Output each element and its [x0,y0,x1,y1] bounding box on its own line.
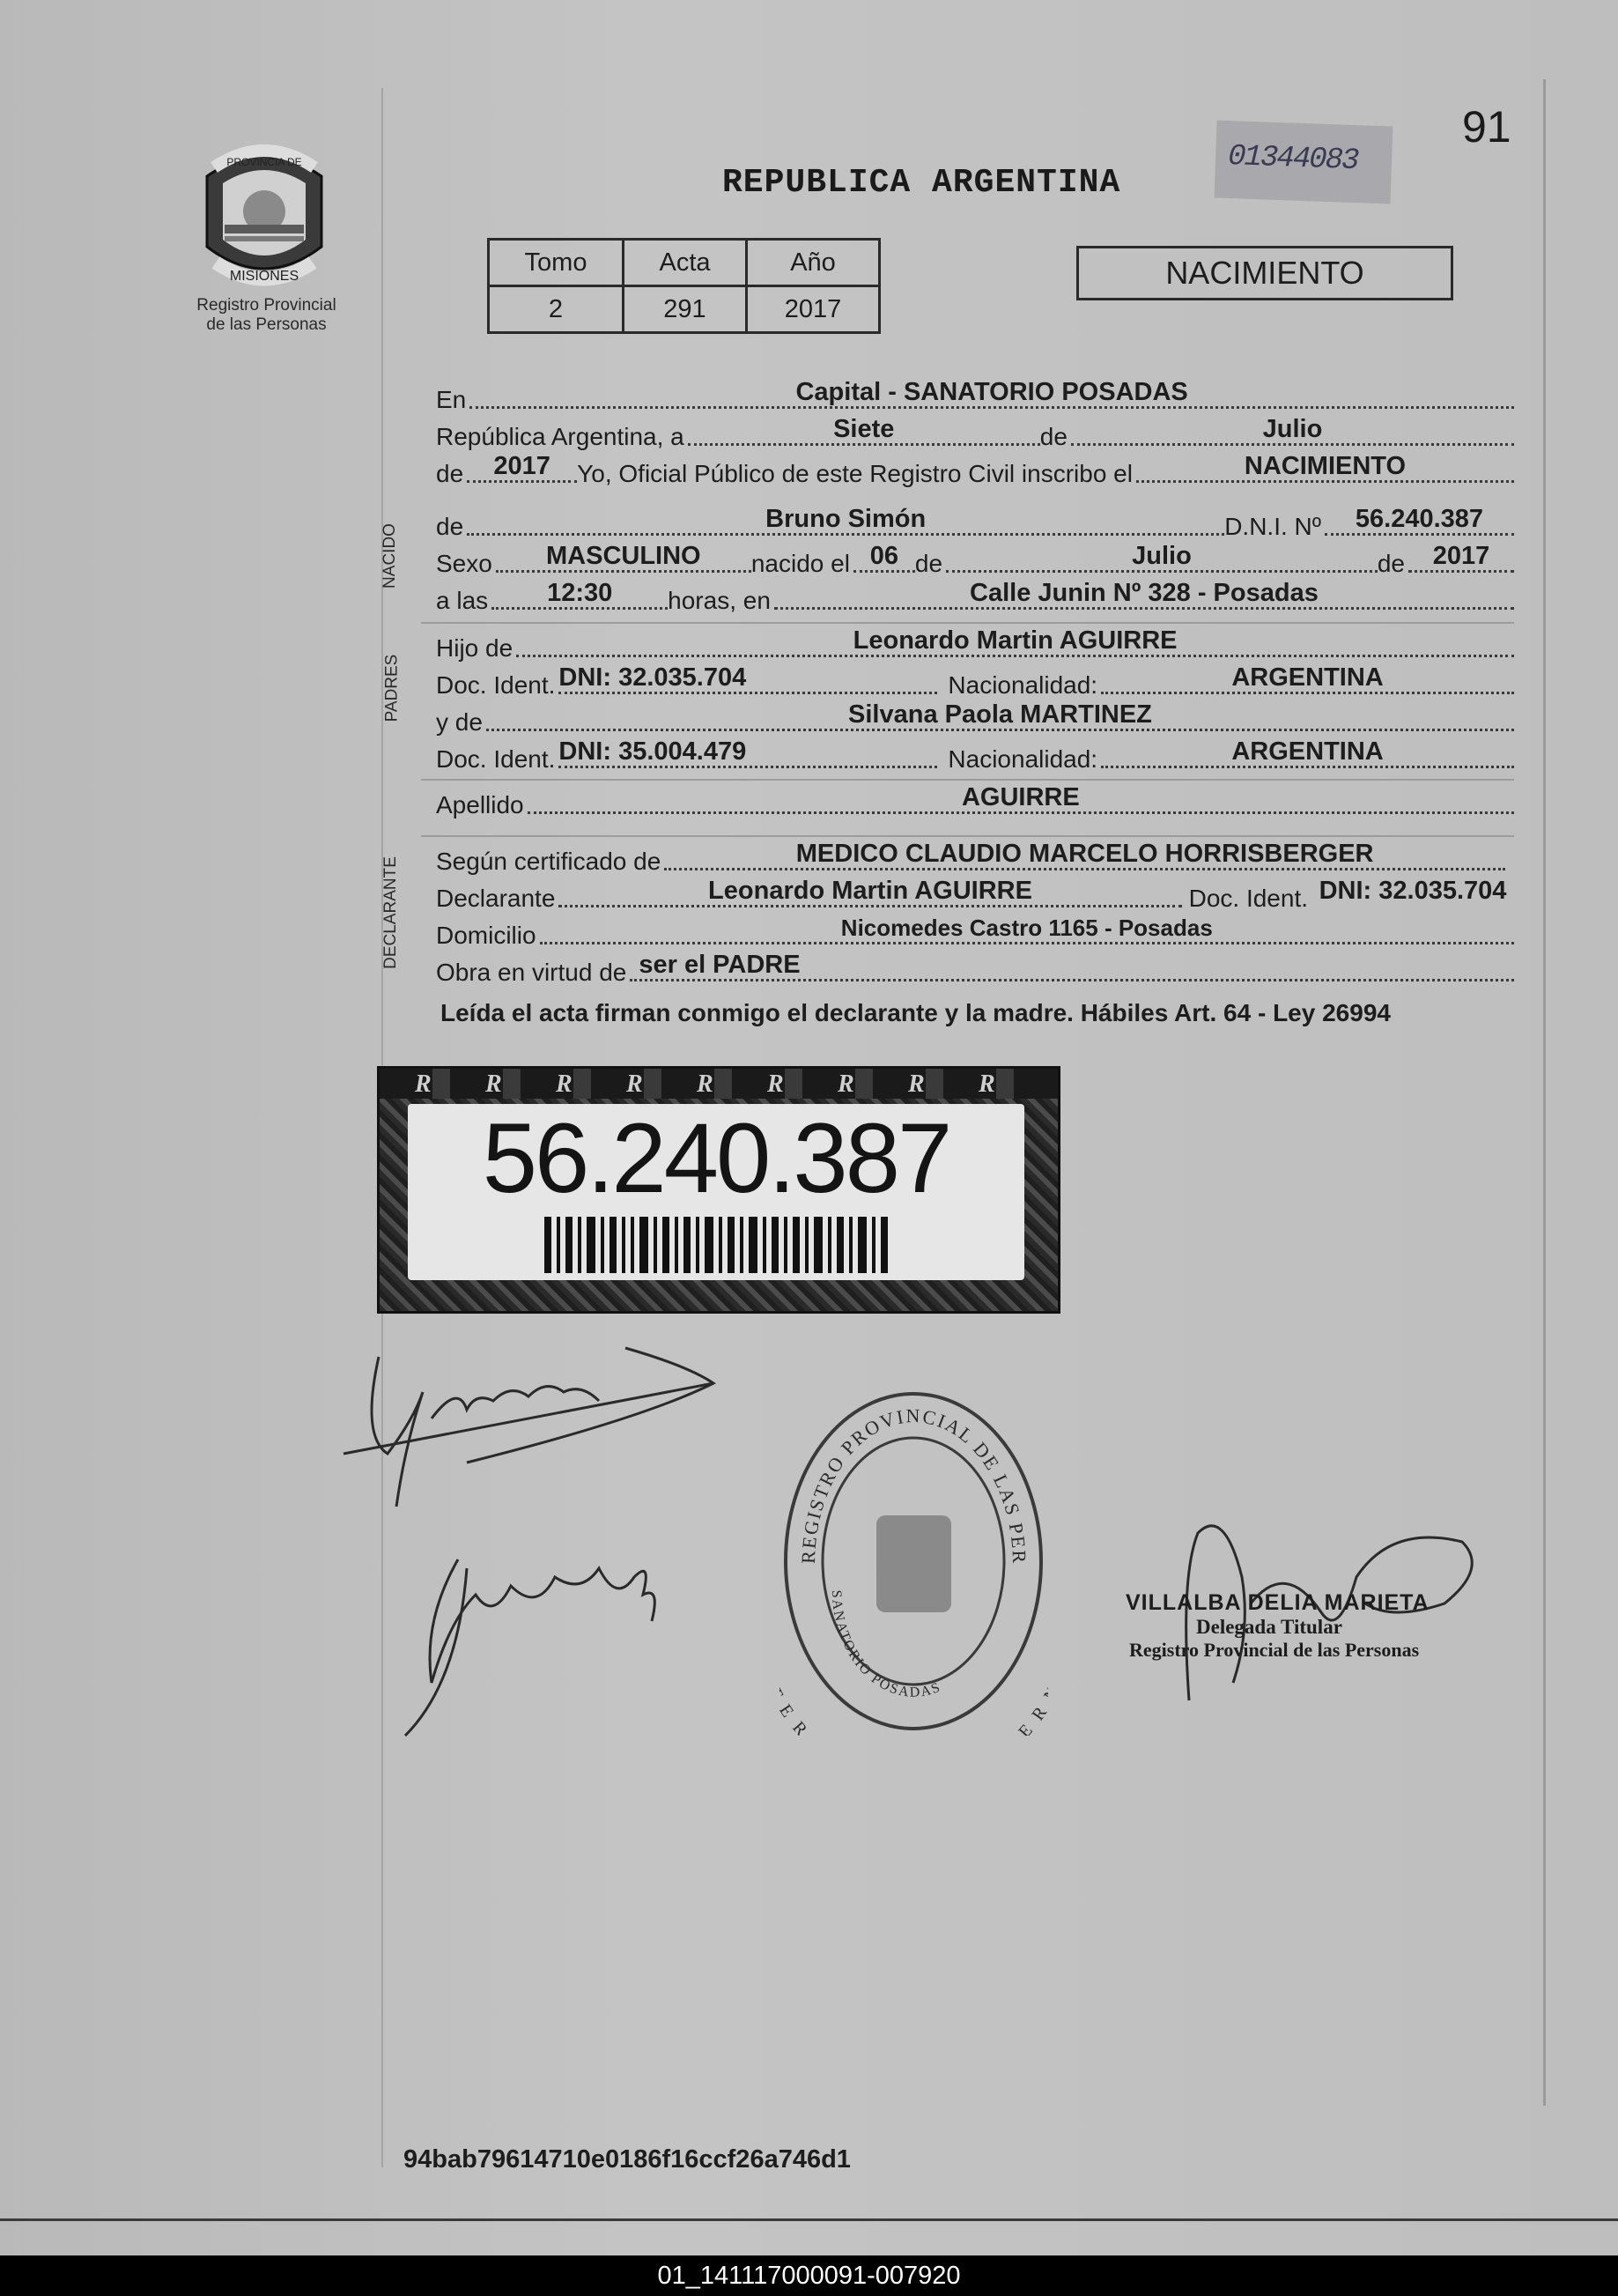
official-name: VILLALBA DELIA MARIETA [1126,1590,1430,1615]
declarante-label: Declarante [436,885,556,912]
official-registry: Registro Provincial de las Personas [1129,1639,1420,1661]
mother-doc-value: DNI: 35.004.479 [558,737,747,766]
father-doc-label: Doc. Ident. [436,671,556,699]
birth-year-field [1408,540,1514,573]
record-table-cell-acta: 291 [624,286,747,333]
record-table-header-row [489,240,880,286]
apellido-label: Apellido [436,791,524,818]
month-field [1071,413,1514,446]
row-obra [436,950,1514,987]
serial-stamp-text: 01344083 [1227,140,1358,179]
father-nationality-field [1101,662,1514,694]
dni-pattern-letter: R [767,1070,784,1098]
record-table-header: Acta [624,240,747,286]
row-mother-doc [436,737,1514,774]
misiones-coat-of-arms-logo [198,141,330,295]
sheet-edge [1543,79,1546,2106]
serial-stamp [1215,121,1393,204]
year-value: 2017 [493,452,550,480]
domicilio-field [540,912,1514,944]
dni-sticker-number: 56.240.387 [482,1103,950,1213]
country-title: REPUBLICA ARGENTINA [722,164,1121,202]
record-type-box: NACIMIENTO [1076,246,1453,300]
record-table-header: Año [747,240,880,286]
sexo-label: Sexo [436,550,492,577]
dni-value: 56.240.387 [1355,505,1484,533]
obra-field [630,949,1514,981]
year-field [467,450,577,483]
row-date [436,414,1514,451]
birth-place-field [774,577,1514,610]
father-nationality-value: ARGENTINA [1231,663,1384,692]
dni-pattern-letter: R [415,1070,432,1098]
child-name-field [467,503,1224,536]
row-father-doc [436,663,1514,700]
logo-caption [176,296,357,335]
record-table-cell-anio: 2017 [747,286,880,333]
sexo-field [496,540,751,573]
logo-caption-line-2: de las Personas [206,315,327,334]
page-number: 91 [1462,102,1511,152]
en-label: En [436,386,467,413]
section-divider [421,835,1514,837]
next-page-edge [0,2218,1618,2255]
dni-pattern-letter: R [626,1070,643,1098]
republic-label: República Argentina, a [436,423,684,450]
row-mother [436,700,1514,737]
act-type-value: NACIMIENTO [1244,452,1407,480]
day-value: Siete [833,415,895,443]
certificate-value: MEDICO CLAUDIO MARCELO HORRISBERGER [795,840,1374,868]
time-value: 12:30 [547,579,613,607]
svg-text:MINISTERIO DE GOBIERNO [779,1603,1048,1736]
declarant-signature [335,1330,740,1762]
logo-caption-line-1: Registro Provincial [196,296,336,315]
domicilio-value: Nicomedes Castro 1165 - Posadas [840,915,1213,941]
mother-name-field [486,699,1514,731]
declarant-doc-value: DNI: 32.035.704 [1319,877,1507,905]
declarant-doc-field [1311,875,1514,907]
birth-place-value: Calle Junin Nº 328 - Posadas [970,579,1319,607]
row-apellido [436,782,1514,819]
certificate-field [664,838,1505,870]
obra-label: Obra en virtud de [436,959,627,986]
mother-doc-label: Doc. Ident. [436,745,556,773]
row-child-name [436,504,1514,541]
section-divider [421,779,1514,781]
section-divider [421,622,1514,624]
row-place [436,377,1514,414]
apellido-value: AGUIRRE [961,783,1080,811]
record-table-cell-tomo: 2 [489,286,624,333]
declarant-name-value: Leonardo Martin AGUIRRE [708,877,1032,905]
cert-label: Según certificado de [436,848,661,875]
nacido-el-label: nacido el [750,550,850,577]
section-label-declarante: DECLARANTE [380,856,400,969]
row-domicilio [436,913,1514,950]
birth-day-value: 06 [869,542,899,570]
day-field [688,413,1040,446]
row-certificate [436,839,1514,876]
mother-nationality-label: Nacionalidad: [948,745,1098,773]
apellido-field [528,781,1514,814]
dni-field [1325,503,1514,536]
dni-sticker-pattern [380,1069,1058,1099]
row-time-place [436,578,1514,615]
place-field [469,376,1514,409]
a-las-label: a las [436,587,489,614]
domicilio-label: Domicilio [436,922,536,949]
closing-statement: Leída el acta firman conmigo el declarante y la madre. Hábiles Art. 64 - Ley 26994 [440,999,1391,1026]
declarant-doc-label: Doc. Ident. [1188,885,1308,912]
official-role: Delegada Titular [1196,1616,1342,1638]
father-nationality-label: Nacionalidad: [948,671,1098,699]
record-table-header: Tomo [489,240,624,286]
official-block [1126,1590,1496,1662]
section-label-nacido: NACIDO [380,523,399,589]
dni-pattern-letter: R [697,1070,713,1098]
sexo-value: MASCULINO [546,542,701,570]
hijo-de-label: Hijo de [436,634,513,662]
father-name-field [516,625,1514,657]
section-label-padres: PADRES [382,654,402,722]
mother-doc-field [558,736,937,768]
official-seal [779,1388,1048,1740]
officer-text: Yo, Oficial Público de este Registro Civil inscribo el [577,460,1133,487]
birth-month-value: Julio [1132,542,1192,570]
logo-name-text: MISIONES [229,269,299,284]
month-value: Julio [1262,415,1323,443]
seal-outer-text: REGISTRO PROVINCIAL DE LAS PER [796,1404,1031,1566]
de-label: de [1039,423,1068,450]
record-table-value-row [489,286,880,333]
birth-de-label: de [914,550,943,577]
act-type-field [1136,450,1514,483]
document-hash: 94bab79614710e0186f16ccf26a746d1 [403,2145,851,2174]
birth-day-field [853,540,915,573]
row-father [436,626,1514,663]
dni-sticker [377,1066,1060,1314]
de-year-label: de [436,460,464,487]
dni-label: D.N.I. Nº [1224,513,1321,540]
seal-inner-text: SANATORIO POSADAS [828,1589,944,1700]
dni-pattern-letter: R [979,1070,995,1098]
barcode-icon [544,1217,888,1273]
image-id-bar: 01_141117000091-007920 [0,2255,1618,2296]
birth-month-field [946,540,1378,573]
father-name-value: Leonardo Martin AGUIRRE [853,626,1178,655]
horas-label: horas, en [668,587,771,614]
row-declarant [436,876,1514,913]
dni-pattern-letter: R [908,1070,925,1098]
father-doc-value: DNI: 32.035.704 [558,663,747,692]
child-name-value: Bruno Simón [765,505,927,533]
obra-value: ser el PADRE [639,951,801,979]
declarant-name-field [558,875,1181,907]
row-sex-birthdate [436,541,1514,578]
mother-name-value: Silvana Paola MARTINEZ [848,700,1152,729]
seal-bottom-text: R E [788,1717,1038,1736]
dni-pattern-letter: R [556,1070,573,1098]
dni-sticker-label [408,1104,1024,1280]
place-value: Capital - SANATORIO POSADAS [795,378,1188,406]
dni-pattern-letter: R [838,1070,854,1098]
birth-de-label-2: de [1377,550,1405,577]
child-de-label: de [436,513,464,540]
time-field [491,577,668,610]
logo-arc-text: PROVINCIA DE [226,156,302,168]
father-doc-field [558,662,937,694]
birth-year-value: 2017 [1432,542,1490,570]
mother-nationality-value: ARGENTINA [1231,737,1384,766]
y-de-label: y de [436,708,483,736]
mother-nationality-field [1101,736,1514,768]
dni-pattern-letter: R [485,1070,502,1098]
record-table [487,238,881,334]
row-year [436,451,1514,488]
